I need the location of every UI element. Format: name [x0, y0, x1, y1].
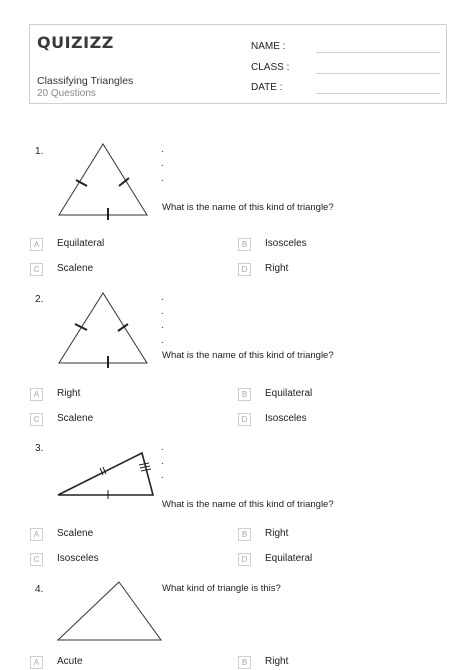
option-letter: D — [238, 263, 251, 276]
class-field[interactable] — [316, 73, 440, 74]
question-prompt: What is the name of this kind of triangle? — [162, 350, 334, 361]
option-letter: A — [30, 238, 43, 251]
right-triangle-figure — [55, 448, 160, 500]
option-text: Right — [265, 263, 289, 274]
option-text: Scalene — [57, 528, 94, 539]
equilateral-triangle-figure — [55, 288, 155, 368]
question-count: 20 Questions — [37, 88, 96, 99]
option-text: Right — [57, 388, 81, 399]
option-text: Right — [265, 656, 289, 667]
option-letter: D — [238, 553, 251, 566]
blank-dot: . — [161, 320, 164, 331]
option-letter: A — [30, 656, 43, 669]
option-letter: B — [238, 388, 251, 401]
blank-dot: . — [161, 456, 164, 467]
option-text: Scalene — [57, 413, 94, 424]
name-field[interactable] — [316, 52, 440, 53]
question-number: 2. — [35, 294, 44, 305]
option-letter: A — [30, 388, 43, 401]
class-label: CLASS : — [251, 62, 290, 73]
worksheet-header — [29, 24, 447, 104]
blank-dot: . — [161, 442, 164, 453]
option-text: Equilateral — [57, 238, 105, 249]
option-letter: C — [30, 553, 43, 566]
question-prompt: What kind of triangle is this? — [162, 583, 281, 594]
option-text: Scalene — [57, 263, 94, 274]
acute-triangle-figure — [55, 578, 165, 644]
blank-dot: . — [161, 335, 164, 346]
question-number: 1. — [35, 146, 44, 157]
option-text: Isosceles — [265, 238, 307, 249]
date-label: DATE : — [251, 82, 283, 93]
blank-dot: . — [161, 144, 164, 155]
option-letter: C — [30, 263, 43, 276]
option-letter: B — [238, 656, 251, 669]
option-text: Right — [265, 528, 289, 539]
option-text: Equilateral — [265, 553, 313, 564]
option-letter: B — [238, 528, 251, 541]
option-text: Isosceles — [57, 553, 99, 564]
blank-dot: . — [161, 306, 164, 317]
question-number: 4. — [35, 584, 44, 595]
blank-dot: . — [161, 470, 164, 481]
option-letter: B — [238, 238, 251, 251]
question-number: 3. — [35, 443, 44, 454]
option-letter: C — [30, 413, 43, 426]
blank-dot: . — [161, 292, 164, 303]
worksheet-title: Classifying Triangles — [37, 75, 134, 87]
question-prompt: What is the name of this kind of triangle? — [162, 202, 334, 213]
quizizz-logo: QUIZIZZ — [37, 33, 114, 52]
option-letter: D — [238, 413, 251, 426]
name-label: NAME : — [251, 41, 286, 52]
date-field[interactable] — [316, 93, 440, 94]
option-text: Acute — [57, 656, 83, 667]
equilateral-triangle-figure — [55, 140, 155, 220]
option-text: Isosceles — [265, 413, 307, 424]
option-letter: A — [30, 528, 43, 541]
question-prompt: What is the name of this kind of triangle? — [162, 499, 334, 510]
blank-dot: . — [161, 173, 164, 184]
option-text: Equilateral — [265, 388, 313, 399]
blank-dot: . — [161, 158, 164, 169]
